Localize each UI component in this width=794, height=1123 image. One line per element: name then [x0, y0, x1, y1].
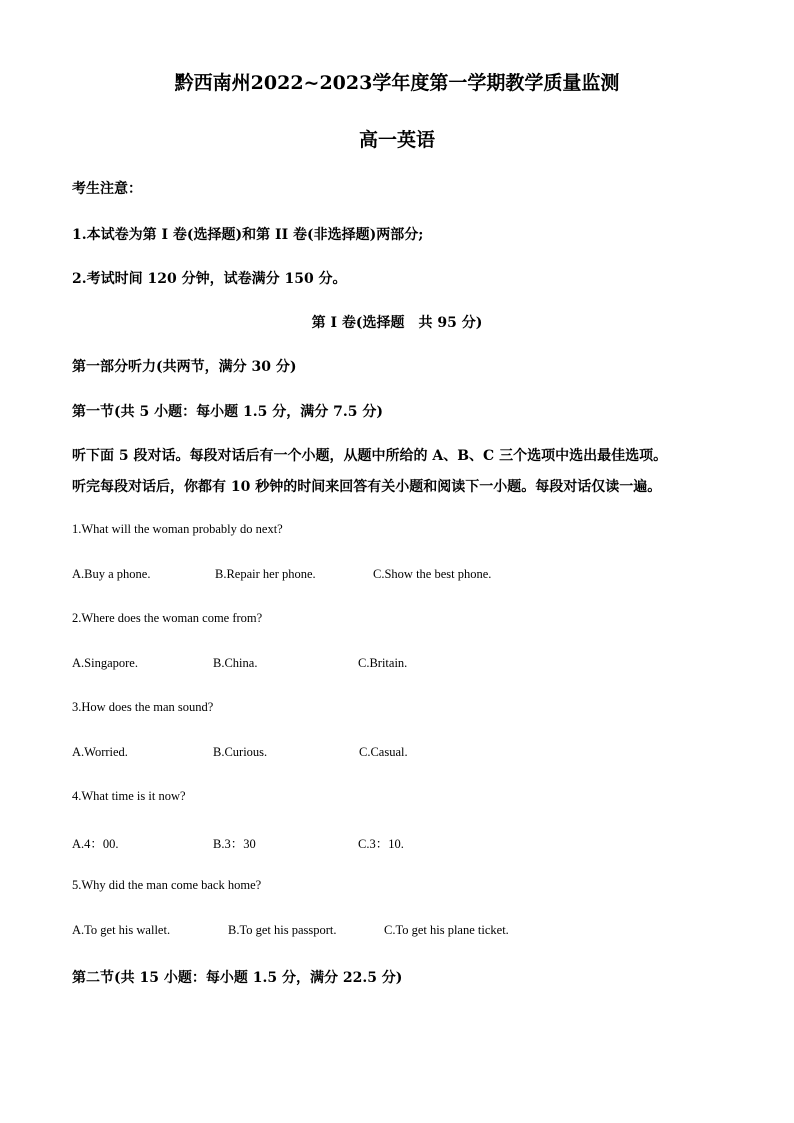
q1-option-b: B.Repair her phone.	[215, 567, 316, 581]
question-1: 1.What will the woman probably do next?	[72, 522, 283, 536]
volume-title: 第 I 卷(选择题 共 95 分)	[311, 315, 483, 331]
q1-option-c: C.Show the best phone.	[373, 567, 492, 581]
q3-option-b: B.Curious.	[213, 745, 268, 759]
question-5: 5.Why did the man come back home?	[72, 878, 262, 892]
exam-subtitle: 高一英语	[358, 129, 435, 151]
notice-item-1: 1.本试卷为第 I 卷(选择题)和第 II 卷(非选择题)两部分;	[72, 227, 424, 243]
q5-option-c: C.To get his plane ticket.	[384, 923, 509, 937]
instruction-line-1: 听下面 5 段对话。每段对话后有一个小题，从题中所给的 A、B、C 三个选项中选出最佳选项。	[72, 448, 668, 464]
section-2-heading: 第二节(共 15 小题：每小题 1.5 分，满分 22.5 分)	[72, 970, 403, 986]
q5-option-a: A.To get his wallet.	[72, 923, 171, 937]
notice-item-2: 2.考试时间 120 分钟，试卷满分 150 分。	[72, 271, 347, 287]
q2-option-c: C.Britain.	[358, 656, 408, 670]
q3-option-a: A.Worried.	[72, 745, 128, 759]
q2-option-a: A.Singapore.	[72, 656, 138, 670]
instruction-line-2: 听完每段对话后，你都有 10 秒钟的时间来回答有关小题和阅读下一小题。每段对话仅读一遍。	[72, 479, 662, 495]
q5-option-b: B.To get his passport.	[228, 923, 337, 937]
q4-option-a: A.4：00.	[72, 837, 119, 851]
exam-title: 黔西南州2022~2023学年度第一学期教学质量监测	[174, 72, 620, 94]
section-heading: 第一节(共 5 小题：每小题 1.5 分，满分 7.5 分)	[72, 404, 383, 420]
part-heading: 第一部分听力(共两节，满分 30 分)	[72, 359, 297, 375]
q3-option-c: C.Casual.	[359, 745, 408, 759]
question-3: 3.How does the man sound?	[72, 700, 214, 714]
notice-heading: 考生注意：	[72, 181, 142, 197]
question-2: 2.Where does the woman come from?	[72, 611, 263, 625]
q2-option-b: B.China.	[213, 656, 258, 670]
q4-option-c: C.3：10.	[358, 837, 404, 851]
q1-option-a: A.Buy a phone.	[72, 567, 151, 581]
q4-option-b: B.3：30	[213, 837, 256, 851]
question-4: 4.What time is it now?	[72, 789, 186, 803]
